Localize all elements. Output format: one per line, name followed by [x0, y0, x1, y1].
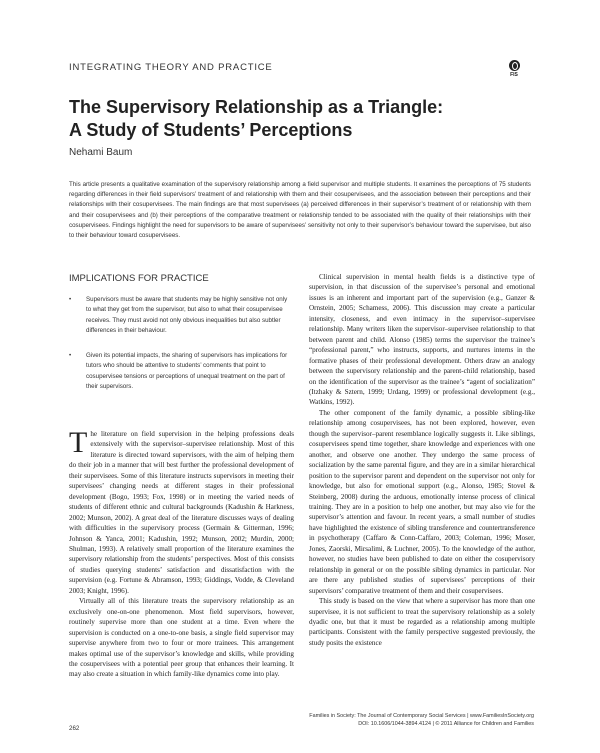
bullet-text: Given its potential impacts, the sharing of supervisors has implications for tutors who should be attentive to students’ comments that point to cosupervisee tensions or perceptions of unequal treatment on the part of their supervisors.: [86, 352, 288, 390]
implication-bullet: [69, 351, 294, 392]
body-paragraph: This study is based on the view that where a supervisor has more than one supervisee, it is not sufficient to treat the supervisory relationship as a solely dyadic one, but that it must be regarded as a relationship among multiple participants. Consistent with the family perspective suggested previously, the study posits the existence: [309, 597, 535, 647]
journal-logo: [506, 60, 522, 78]
journal-footer: [204, 712, 534, 728]
implication-bullet: [69, 295, 294, 336]
abstract: This article presents a qualitative examination of the supervisory relationship among a field supervisor and multiple students. It examines the perceptions of 75 students regarding differences in their field supervisors’ treatment of and relationship with them and their cosupervisees, and the association between their perceptions and their relationships with their cosupervisees. The main findings are that most supervisees (a) perceived differences in their supervisor’s treatment of or relationship with them and their cosupervisees and (b) their perceptions of the comparative treatment or relationship tended to be associated with the quality of their relationships with their cosupervisees. Findings highlight the need for supervisors to be aware of supervisees’ sensitivity not only to their supervisor’s behaviour toward the supervisee, but also to their behaviour toward cosupervisees.: [69, 181, 531, 240]
implications-heading: IMPLICATIONS FOR PRACTICE: [69, 273, 209, 284]
article-title: [69, 96, 509, 142]
title-line-2: A Study of Students’ Perceptions: [69, 120, 353, 140]
bullet-icon: •: [69, 352, 72, 359]
page-number: 262: [69, 725, 80, 732]
logo-text: FIS: [510, 72, 518, 78]
drop-cap: T: [69, 426, 88, 459]
body-column-right: [309, 272, 535, 648]
title-line-1: The Supervisory Relationship as a Triangle:: [69, 97, 444, 117]
bullet-text: Supervisors must be aware that students may be highly sensitive not only to what they get from the supervisor, but also to what their cosupervisee receives. They must avoid not only obvious inequalities but also subtler differences in their behaviour.: [86, 296, 288, 334]
body-column-left: [69, 426, 294, 680]
body-paragraph: Virtually all of this literature treats the supervisory relationship as an exclusively one-on-one phenomenon. Most field supervisors, however, routinely supervise more than one student at a time. Even where the supervision is conducted on a one-to-one basis, a single field supervisor may supervise anywhere from two to four or more trainees. This arrangement makes optimal use of the supervisor’s knowledge and skills, while providing the cosupervisees with a potential peer group that enhances their learning. It may also create a situation in which family-like dynamics come into play.: [69, 597, 294, 679]
body-paragraph: [69, 426, 294, 596]
bullet-icon: •: [69, 296, 72, 303]
section-label: INTEGRATING THEORY AND PRACTICE: [69, 62, 273, 73]
doi-line: DOI: 10.1606/1044-3894.4124 | © 2011 Alliance for Children and Families: [358, 721, 534, 727]
journal-line: Families in Society: The Journal of Contemporary Social Services | www.FamiliesInSociety.org: [309, 713, 534, 719]
author-name: Nehami Baum: [69, 147, 133, 158]
body-paragraph: The other component of the family dynamic, a possible sibling-like relationship among cosupervisees, has not been explored, however, even though the supervisor–parent resemblance logically suggests it. Like siblings, cosupervisees spend time together, share knowledge and experiences with one another, and observe one another. They undergo the same process of socialization by the same parental figure, and they are in a similar hierarchical position to the supervisor parent and dependent on the supervisor not only for knowledge, but also for emotional support (e.g., Alonso, 1985; Stovel & Steinberg, 2008) during the arduous, emotionally intense process of clinical training. They are in a position to help one another, but may also vie for the supervisor’s attention and favour. In recent years, a small number of studies have highlighted the existence of sibling transference and countertransference in psychotherapy (Caffaro & Conn-Caffaro, 2003; Coleman, 1996; Moser, Jones, Zaorski, Mirsalimi, & Luchner, 2005). To the knowledge of the author, however, no studies have been published to date on either the cosupervisory relationship in general or on the possible sibling dynamics in particular. Nor are there any published studies of supervisees’ perceptions of their supervisors’ comparative treatment of them and their cosupervisees.: [309, 408, 535, 595]
paragraph-text: he literature on field supervision in the helping professions deals extensively with the supervisor–supervisee relationship. Most of this literature is directed toward supervisors, with the aim of helping them do their job in a manner that will best further the professional development of their supervisees. Some of this literature instructs supervisors in meeting their supervisees’ changing needs at different stages in their professional development (Bogo, 1993; Fox, 1998) or in meeting the varied needs of students of different ethnic and cultural backgrounds (Kadushin & Harkness, 2002; Munson, 2002). A great deal of the literature discusses ways of dealing with difficulties in the supervisory process (Germain & Gitterman, 1996; Johnson & Yanca, 2001; Kadushin, 1992; Munson, 2002; Murdin, 2000; Shulman, 1993). A relatively small proportion of the literature examines the supervisory relationship from the students’ perspectives. Most of this consists of studies querying students’ satisfaction and dissatisfaction with the supervision (e.g. Fortune & Abramson, 1993; Giddings, Vodde, & Cleveland 2003; Knight, 1996).: [69, 430, 294, 595]
body-paragraph: Clinical supervision in mental health fields is a distinctive type of supervision, in that discussion of the supervisee’s personal and emotional issues is an inherent and important part of the supervision (e.g., Ganzer & Ornstein, 2005; Schamess, 2006). This discussion may create a particular intensity, closeness, and even intimacy in the supervisor–supervisee relationship. Many writers liken the supervisor–supervisee relationship to that between parent and child. Alonso (1985) terms the supervisor the trainee’s “professional parent,” who instructs, supports, and nurtures interns in the formative phases of their professional development. Others draw an analogy between the supervisory relationship and the parent-child relationship, based on the identification of the supervisor as the trainee’s “agent of socialization” (Itzhaky & Sztern, 1999; Urdang, 1999) or professional development (e.g., Watkins, 1992).: [309, 273, 535, 407]
logo-mark-icon: [509, 60, 520, 71]
